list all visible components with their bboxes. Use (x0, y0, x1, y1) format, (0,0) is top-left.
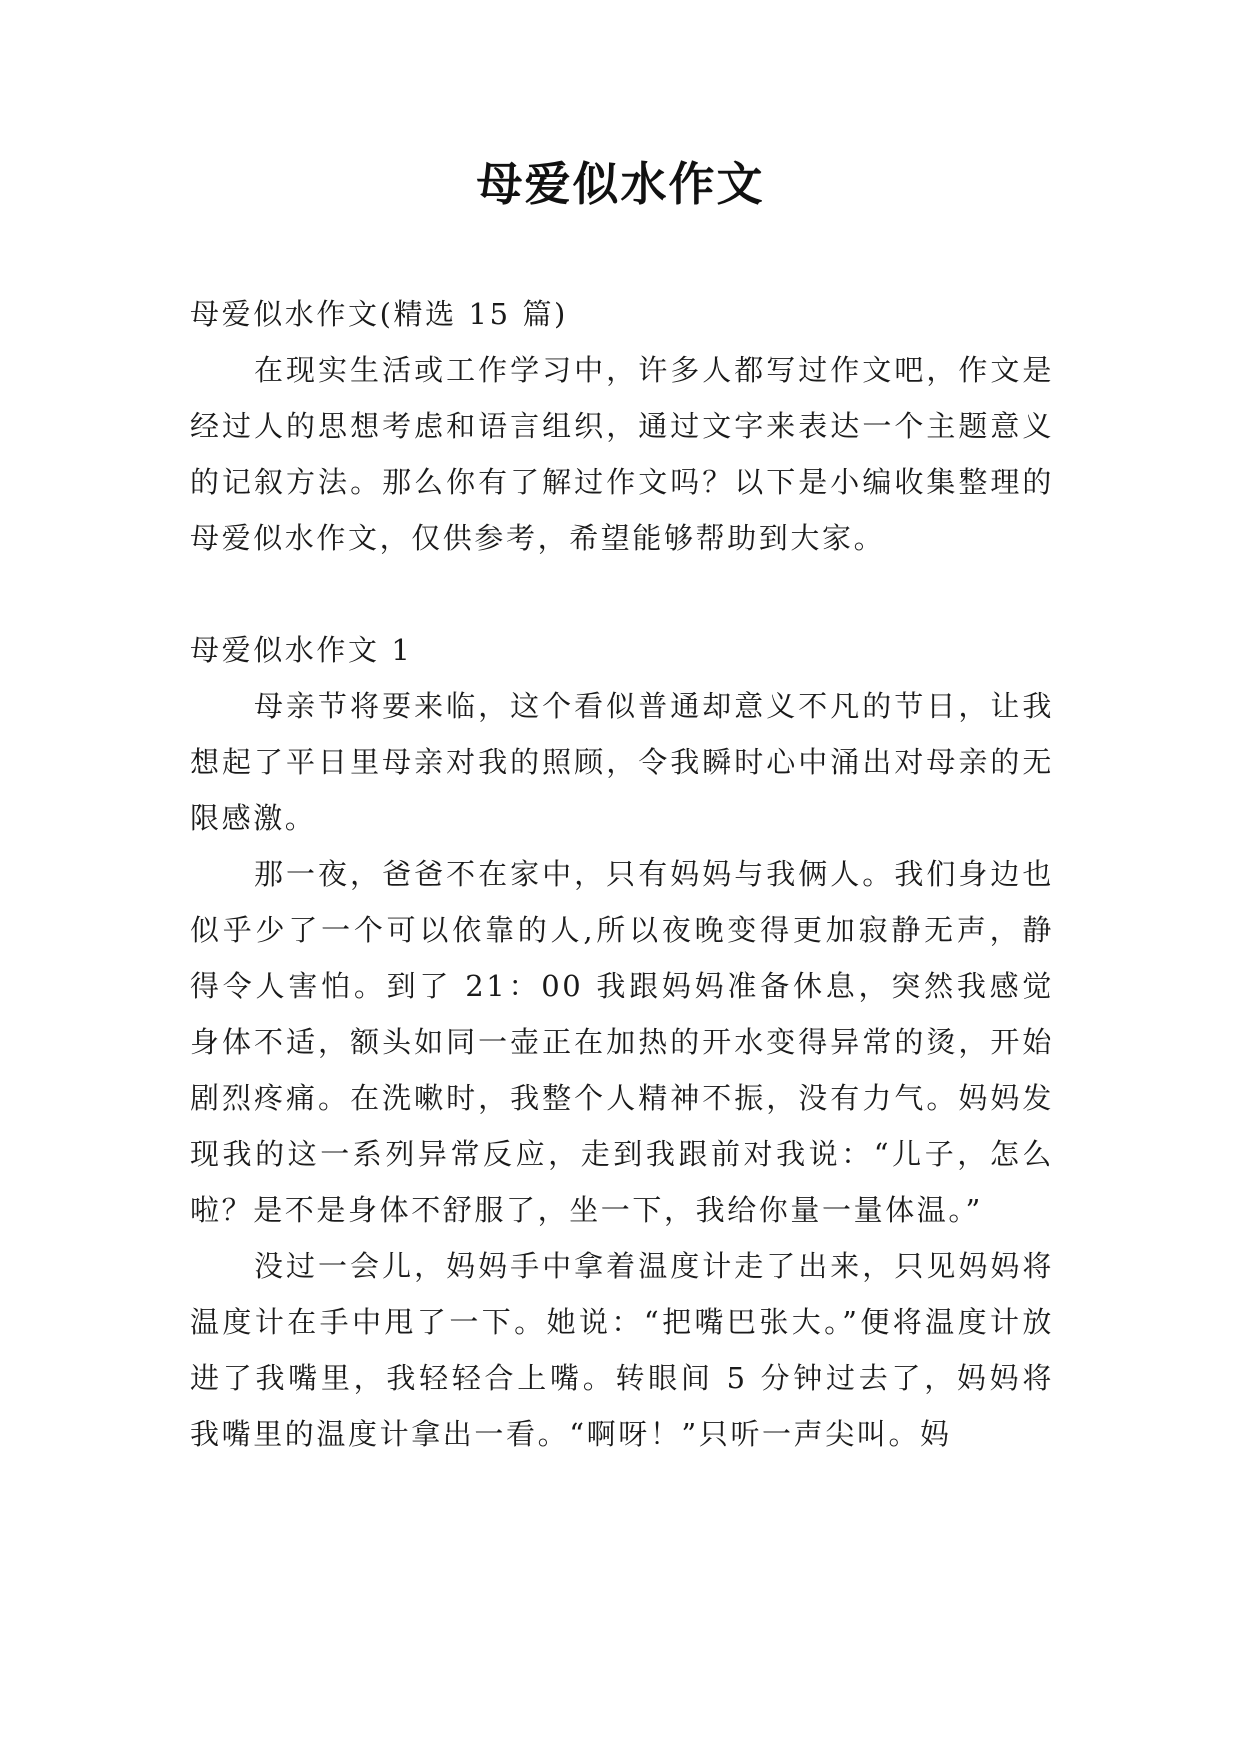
subtitle: 母爱似水作文(精选 15 篇) (190, 297, 568, 331)
section-heading: 母爱似水作文 1 (190, 633, 413, 667)
paragraph: 母亲节将要来临，这个看似普通却意义不凡的节日，让我想起了平日里母亲对我的照顾，令我瞬时心中涌出对母亲的无限感激。 (190, 689, 1054, 835)
document-body (190, 286, 1054, 1462)
intro-paragraph: 在现实生活或工作学习中，许多人都写过作文吧，作文是经过人的思想考虑和语言组织，通过文字来表达一个主题意义的记叙方法。那么你有了解过作文吗？以下是小编收集整理的母爱似水作文，仅供参考，希望能够帮助到大家。 (190, 353, 1054, 555)
paragraph: 没过一会儿，妈妈手中拿着温度计走了出来，只见妈妈将温度计在手中甩了一下。她说：“把嘴巴张大。”便将温度计放进了我嘴里，我轻轻合上嘴。转眼间 5 分钟过去了，妈妈将我嘴里的温度计拿出一看。“啊呀！”只听一声尖叫。妈 (190, 1249, 1054, 1451)
paragraph: 那一夜，爸爸不在家中，只有妈妈与我俩人。我们身边也似乎少了一个可以依靠的人,所以夜晚变得更加寂静无声，静得令人害怕。到了 21：00 我跟妈妈准备休息，突然我感觉身体不适，额头如同一壶正在加热的开水变得异常的烫，开始剧烈疼痛。在洗嗽时，我整个人精神不振，没有力气。妈妈发现我的这一系列异常反应，走到我跟前对我说：“儿子，怎么啦？是不是身体不舒服了，坐一下，我给你量一量体温。” (190, 857, 1054, 1227)
document-title: 母爱似水作文 (476, 157, 765, 211)
